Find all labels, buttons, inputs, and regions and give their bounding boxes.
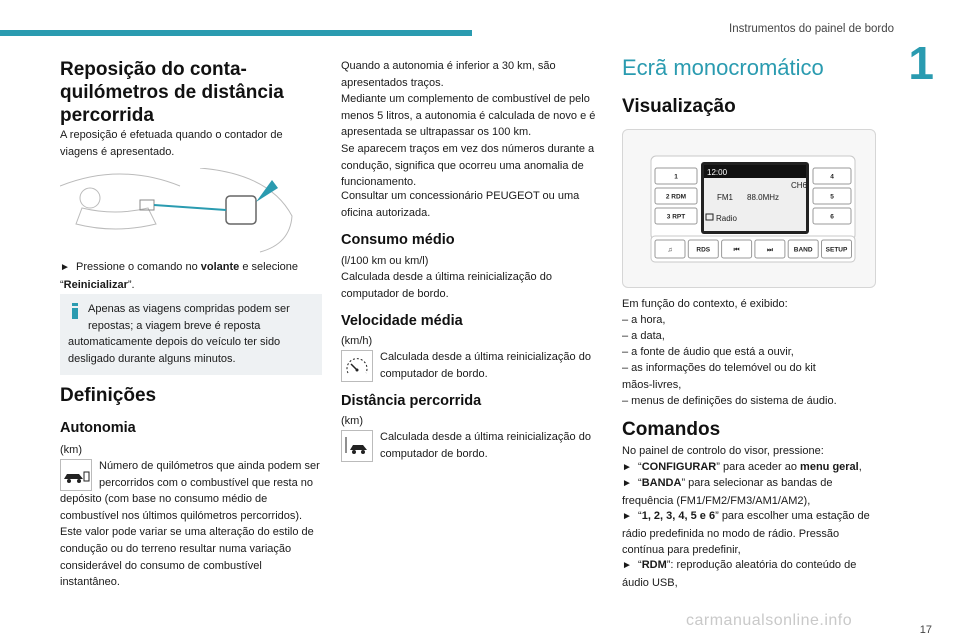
radio-bottom-button-1-label: ♫: [667, 246, 673, 254]
radio-unit-illustration: [622, 129, 876, 288]
info-icon: [72, 303, 78, 319]
avg-speed-block: [341, 349, 603, 382]
section-header: Instrumentos do painel de bordo: [729, 23, 894, 35]
radio-frequency: 88.0MHz: [747, 193, 780, 202]
distance-car-icon: [341, 430, 373, 462]
mono-screen-heading: Ecrã monocromático: [622, 55, 824, 80]
control-presets: ► “1, 2, 3, 4, 5 e 6” para escolher uma estação de rádio predefinida no modo de rádio. Pressão contínua para predefinir,: [622, 510, 870, 557]
avg-consumption-text: Calculada desde a última reinicialização do computador de bordo.: [341, 271, 552, 300]
radio-left-button-1-label: 1: [674, 173, 678, 181]
autonomy-dashes-text: Quando a autonomia é inferior a 30 km, são apresentados traços.: [341, 60, 556, 89]
reset-heading: Reposição do conta-quilómetros de distância percorrida: [60, 59, 284, 126]
context-item-phone: – as informações do telemóvel ou do kit mãos-livres,: [622, 362, 816, 391]
radio-bottom-button-3-label: ⏮: [733, 246, 740, 254]
radio-bottom-button-4-label: ⏭: [766, 246, 773, 254]
info-note: [60, 294, 322, 375]
context-item-date: – a data,: [622, 330, 665, 342]
autonomy-block: [60, 458, 322, 591]
radio-bottom-button-6-label: SETUP: [825, 246, 848, 254]
fuel-range-icon: [60, 459, 92, 491]
speedometer-icon: [341, 350, 373, 382]
dealer-text: Consultar um concessionário PEUGEOT ou uma oficina autorizada.: [341, 190, 580, 219]
control-band: ► “BANDA” para selecionar as bandas de frequência (FM1/FM2/FM3/AM1/AM2),: [622, 477, 833, 507]
autonomy-heading: Autonomia: [60, 420, 136, 436]
radio-right-button-6-label: 6: [830, 213, 834, 221]
avg-consumption-unit: (l/100 km ou km/l): [341, 255, 429, 267]
avg-speed-text: Calculada desde a última reinicialização do computador de bordo.: [380, 351, 591, 380]
radio-source: Radio: [716, 214, 737, 223]
watermark: carmanualsonline.info: [686, 612, 853, 629]
radio-time: 12:00: [707, 168, 728, 177]
radio-bottom-button-2-label: RDS: [696, 246, 711, 254]
avg-speed-heading: Velocidade média: [341, 313, 463, 329]
radio-left-button-3-label: 3 RPT: [666, 213, 686, 221]
avg-speed-unit: (km/h): [341, 335, 373, 347]
autonomy-unit: (km): [60, 444, 82, 456]
distance-text: Calculada desde a última reinicialização do computador de bordo.: [380, 431, 591, 460]
distance-block: [341, 429, 603, 462]
steering-wheel-illustration: [60, 168, 322, 254]
header-rule: [0, 30, 472, 36]
context-intro: Em função do contexto, é exibido:: [622, 298, 788, 310]
display-heading: Visualização: [622, 96, 736, 117]
radio-band: FM1: [717, 193, 733, 202]
controls-intro: No painel de controlo do visor, pressione:: [622, 445, 824, 457]
distance-unit: (km): [341, 415, 363, 427]
radio-channel: CH6: [791, 181, 808, 190]
chapter-number: 1: [908, 37, 934, 89]
reset-intro: A reposição é efetuada quando o contador de viagens é apresentado.: [60, 129, 283, 158]
radio-right-button-4-label: 4: [830, 173, 834, 181]
avg-consumption-heading: Consumo médio: [341, 232, 455, 248]
context-item-menus: – menus de definições do sistema de áudio.: [622, 395, 837, 407]
autonomy-fault-text: Se aparecem traços em vez dos números durante a condução, significa que ocorreu uma anomalia de funcionamento.: [341, 143, 595, 189]
control-setup: ► “CONFIGURAR” para aceder ao menu geral,: [622, 461, 862, 473]
control-rdm: ► “RDM”: reprodução aleatória do conteúdo de áudio USB,: [622, 559, 857, 589]
controls-heading: Comandos: [622, 419, 721, 440]
info-note-text: Apenas as viagens compridas podem ser repostas; a viagem breve é reposta automaticamente depois do veículo ter sido desligado durante alguns minutos.: [68, 303, 290, 365]
context-item-time: – a hora,: [622, 314, 666, 326]
definitions-heading: Definições: [60, 385, 157, 406]
autonomy-refuel-text: Mediante um complemento de combustível de pelo menos 5 litros, a autonomia é calculada de novo e é apresentada se ultrapassar os 100 km.: [341, 93, 596, 139]
radio-bottom-button-5-label: BAND: [793, 246, 813, 254]
distance-heading: Distância percorrida: [341, 393, 482, 409]
reset-instruction: ► Pressione o comando no volante e selecione “Reinicializar”.: [60, 261, 299, 291]
radio-right-button-5-label: 5: [830, 193, 834, 201]
context-item-source: – a fonte de áudio que está a ouvir,: [622, 346, 794, 358]
radio-left-button-2-label: 2 RDM: [665, 193, 687, 201]
autonomy-text: Número de quilómetros que ainda podem ser percorridos com o combustível que resta no depósito (com base no consumo médio de combustível nos últimos quilómetros percorridos). Este valor pode variar se uma alteração do estilo de condução ou do terreno resultar numa variação considerável do consumo de combustível instantâneo.: [60, 460, 320, 589]
page-number: 17: [919, 624, 932, 636]
